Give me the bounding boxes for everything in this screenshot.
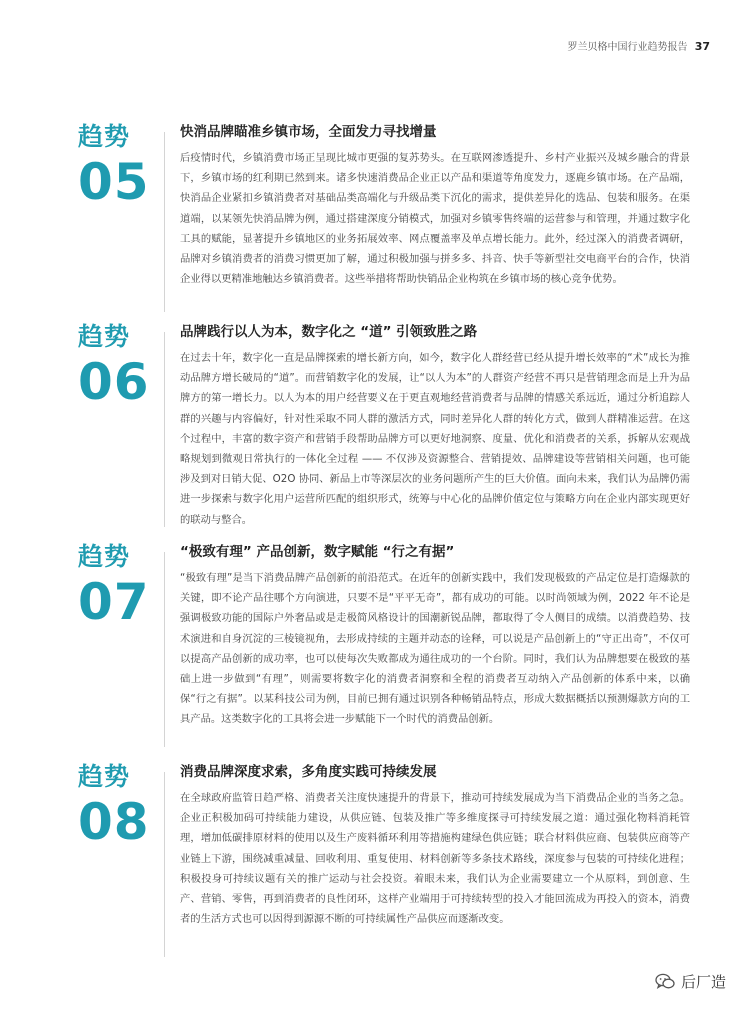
trend-content xyxy=(180,762,690,929)
trend-number: 05 xyxy=(78,153,150,211)
trend-label xyxy=(78,542,162,630)
vertical-divider xyxy=(164,132,165,312)
trend-word: 趋势 xyxy=(78,122,131,151)
trend-content xyxy=(180,542,690,730)
trend-number: 06 xyxy=(78,353,150,411)
trend-title: 快消品牌瞄准乡镇市场，全面发力寻找增量 xyxy=(180,124,437,140)
trend-word: 趋势 xyxy=(78,322,131,351)
trend-title: 品牌践行以人为本，数字化之 “道” 引领致胜之路 xyxy=(180,324,478,340)
trend-label xyxy=(78,122,162,210)
trend-number: 08 xyxy=(78,793,150,851)
trend-body: 后疫情时代，乡镇消费市场正呈现比城市更强的复苏势头。在互联网渗透提升、乡村产业振兴及城乡融合的背景下，乡镇市场的红利期已然到来。诸多快速消费品企业正以产品和渠道等角度发力，逐鹿乡镇市场。在产品端，快消品企业紧扣乡镇消费者对基础品类高端化与升级品类下沉化的需求，提供差异化的选品、包装和服务。在渠道端，以某领先快消品牌为例，通过搭建深度分销模式，加强对乡镇零售终端的运营参与和管理，并通过数字化工具的赋能，显著提升乡镇地区的业务拓展效率、网点覆盖率及单点增长能力。此外，经过深入的消费者调研，品牌对乡镇消费者的消费习惯更加了解，通过积极加强与拼多多、抖音、快手等新型社交电商平台的合作，快消企业得以更精准地触达乡镇消费者。这些举措将帮助快销品企业构筑在乡镇市场的核心竞争优势。 xyxy=(180,152,690,286)
vertical-divider xyxy=(164,552,165,747)
trend-body: 在过去十年，数字化一直是品牌探索的增长新方向，如今，数字化人群经营已经从提升增长效率的“术”成长为推动品牌方增长破局的“道”。而营销数字化的发展，让“以人为本”的人群资产经营不再只是营销理念而是上升为品牌方的第一增长力。以人为本的用户经营要义在于更直观地经营消费者与品牌的情感关系远近，通过分析追踪人群的兴趣与内容偏好，针对性采取不同人群的激活方式，同时差异化人群的转化方式，做到人群精准运营。在这个过程中，丰富的数字资产和营销手段帮助品牌方可以更好地洞察、度量、优化和消费者的关系，拆解从宏观战略规划到微观日常执行的一体化全过程 —— 不仅涉及资源整合、营销提效、品牌建设等营销相关问题，也可能涉及到对日销大促、O2O 协同、新品上市等深层次的业务问题所产生的巨大价值。面向未来，我们认为品牌仍需进一步探索与数字化用户运营所匹配的组织形式，统筹与中心化的品牌价值定位与策略方向在企业内部实现更好的联动与整合。 xyxy=(180,352,690,526)
watermark-text: 后厂造 xyxy=(680,973,726,991)
trend-title: “极致有理” 产品创新，数字赋能 “行之有据” xyxy=(180,544,455,560)
trend-number: 07 xyxy=(78,573,150,631)
vertical-divider xyxy=(164,772,165,957)
trend-body: “极致有理”是当下消费品牌产品创新的前沿范式。在近年的创新实践中，我们发现极致的产品定位是打造爆款的关键，即不论产品往哪个方向演进，只要不是“平平无奇”，都有成功的可能。以时尚领域为例，2022 年不论是强调极致功能的国际户外奢品或是走极简风格设计的国潮新锐品牌，都取得了令人侧目的成绩。以消费趋势、技术演进和自身沉淀的三棱镜视角，去形成持续的主题并动态的诠释，可以说是产品创新上的“守正出奇”，不仅可以提高产品创新的成功率，也可以使每次失败都成为通往成功的一个台阶。同时，我们认为品牌想要在极致的基础上进一步做到“有理”，则需要将数字化的消费者洞察和全程的消费者互动纳入产品创新的体系中来，以确保“行之有据”。以某科技公司为例，目前已拥有通过识别各种畅销品特点，形成大数据概括以预测爆款方向的工具产品。这类数字化的工具将会进一步赋能下一个时代的消费品创新。 xyxy=(180,572,690,726)
page-header xyxy=(568,38,711,53)
trend-word: 趋势 xyxy=(78,542,131,571)
trend-content xyxy=(180,322,690,530)
wechat-icon xyxy=(655,973,675,990)
trend-word: 趋势 xyxy=(78,762,131,791)
watermark xyxy=(655,971,726,992)
trend-body: 在全球政府监管日趋严格、消费者关注度快速提升的背景下，推动可持续发展成为当下消费品企业的当务之急。企业正积极加码可持续能力建设，从供应链、包装及推广等多维度探寻可持续发展之道：通过强化物料消耗管理，增加低碳排原材料的使用以及生产废料循环利用等措施构建绿色供应链；联合材料供应商、包装供应商等产业链上下游，围绕减重减量、回收利用、重复使用、材料创新等多条技术路线，深度参与包装的可持续化进程；积极投身可持续议题有关的推广运动与社会投资。着眼未来，我们认为企业需要建立一个从原料，到创意、生产、营销、零售，再到消费者的良性闭环，这样产业端用于可持续转型的投入才能回流成为再投入的资本，消费者的生活方式也可以因得到源源不断的可持续属性产品供应而逐渐改变。 xyxy=(180,792,690,926)
trend-label xyxy=(78,762,162,850)
vertical-divider xyxy=(164,332,165,527)
trend-label xyxy=(78,322,162,410)
page-number: 37 xyxy=(694,40,710,53)
report-title: 罗兰贝格中国行业趋势报告 xyxy=(567,42,688,53)
trend-content xyxy=(180,122,690,289)
trend-title: 消费品牌深度求索，多角度实践可持续发展 xyxy=(180,764,437,780)
